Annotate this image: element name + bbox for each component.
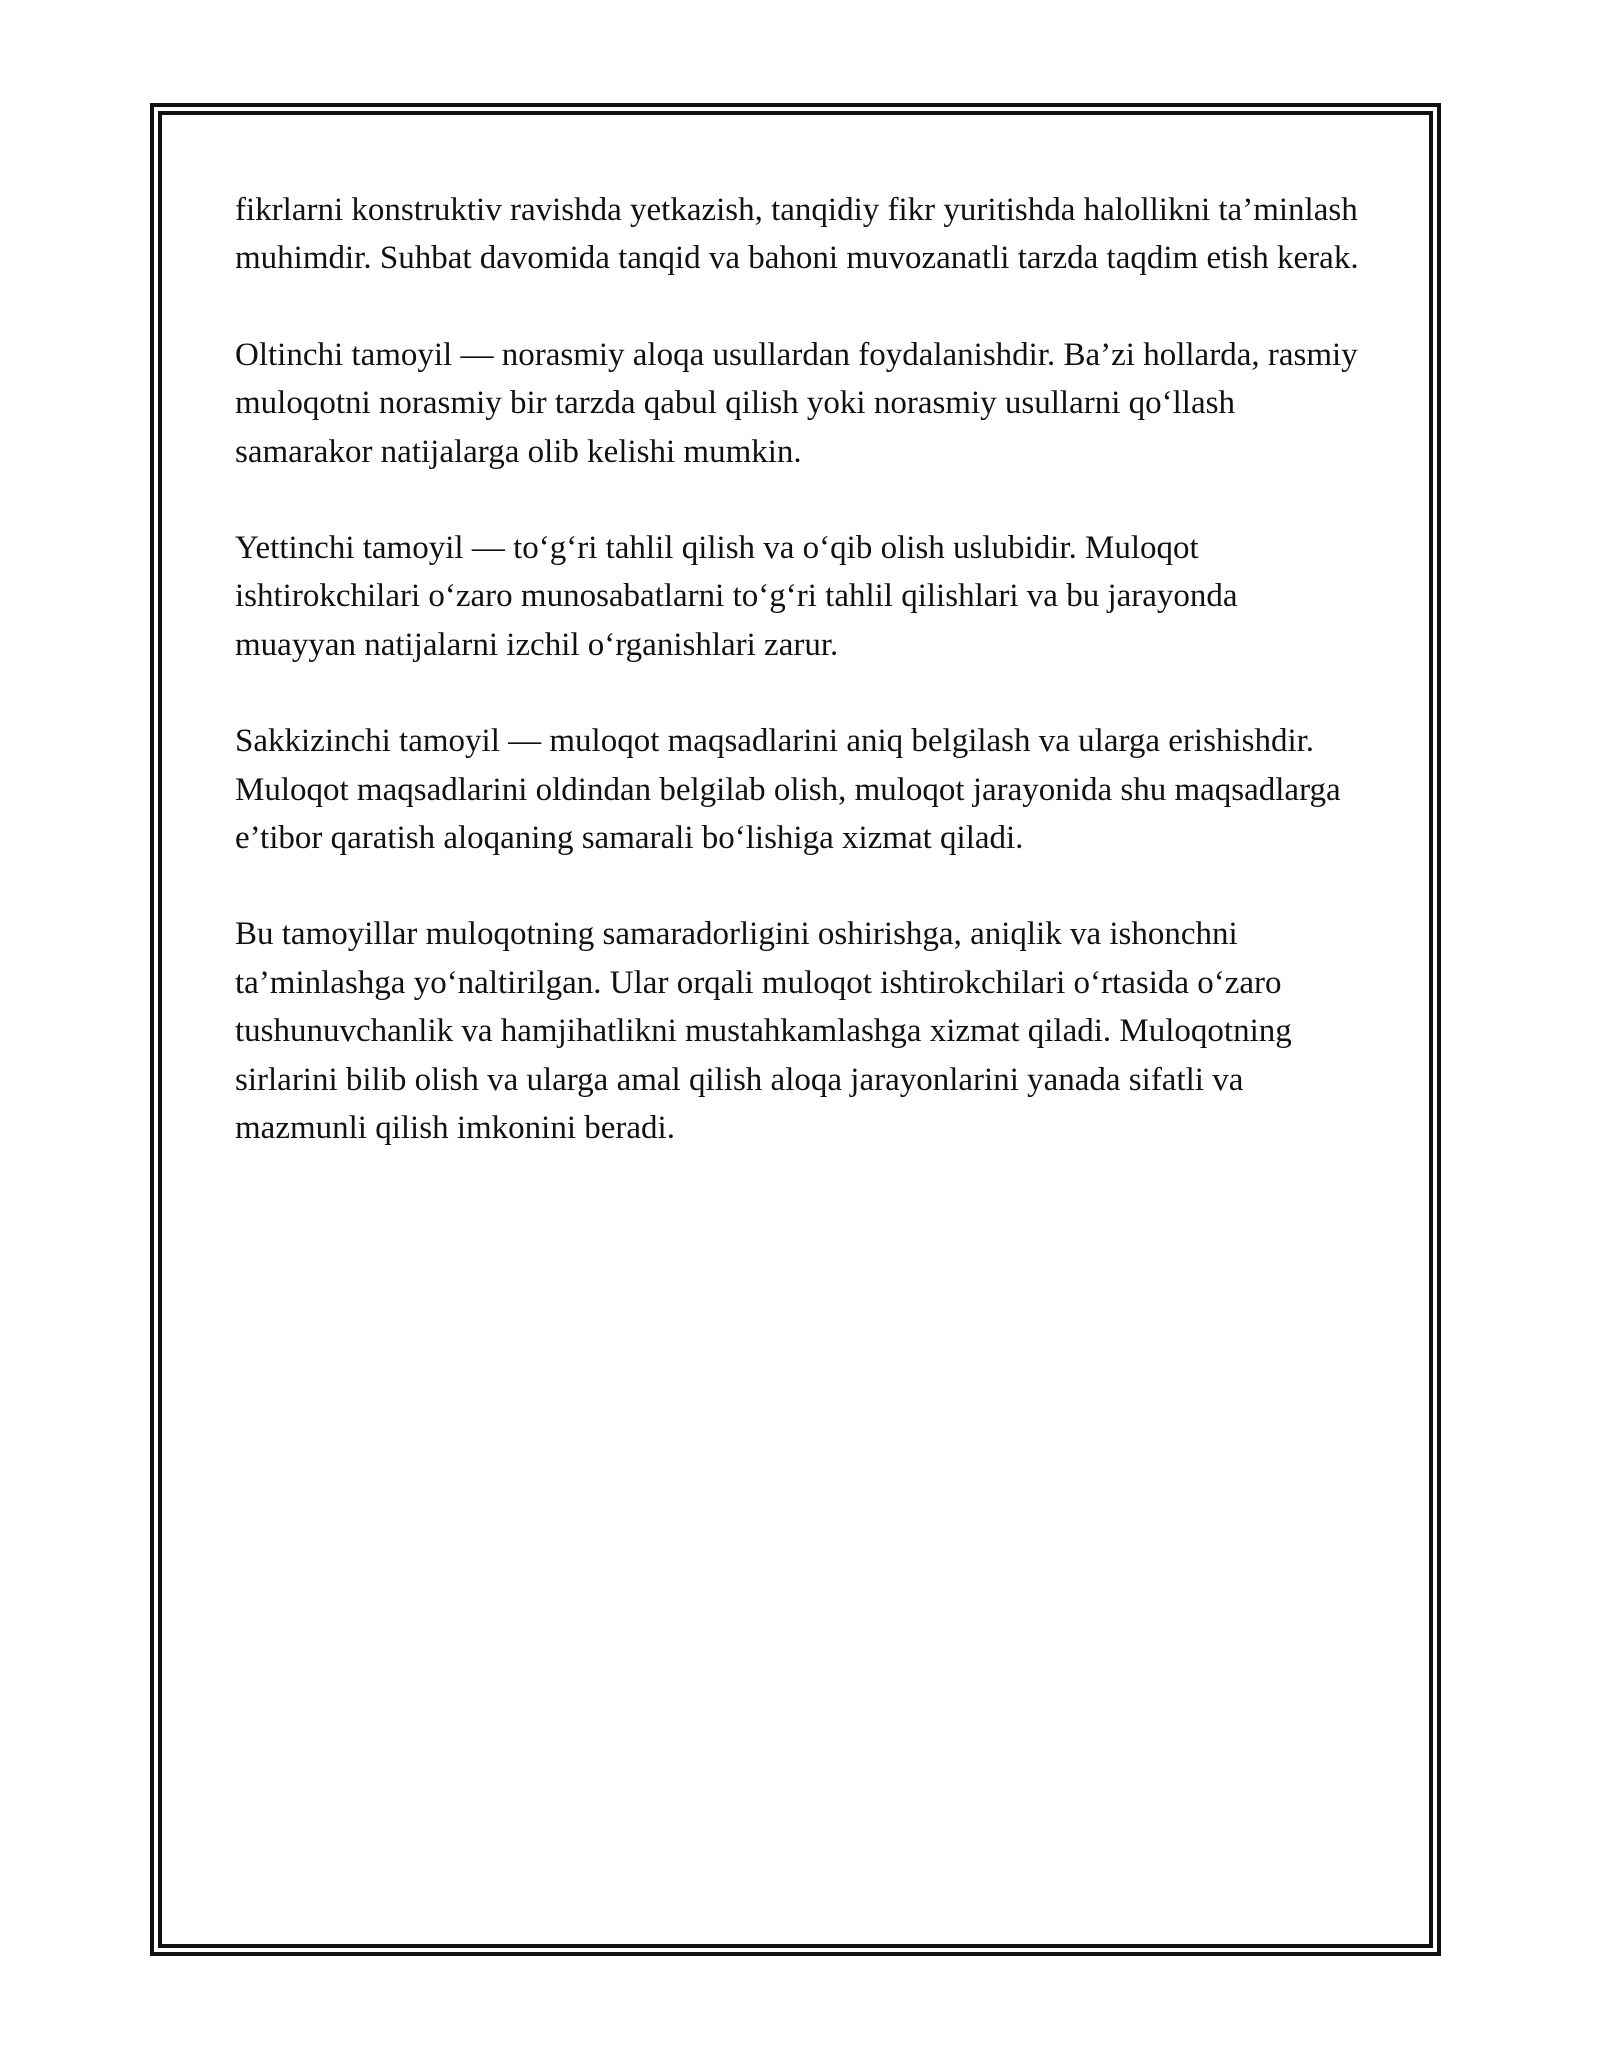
paragraph-criticism-balance: fikrlarni konstruktiv ravishda yetkazish, tanqidiy fikr yuritishda halollikni ta’minlash muhimdir. Suhbat davomida tanqid va bahoni muvozanatli tarzda taqdim etish kerak. [235,192,1359,277]
paragraph-conclusion: Bu tamoyillar muloqotning samaradorligini oshirishga, aniqlik va ishonchni ta’minlashga yo‘naltirilgan. Ular orqali muloqot ishtirokchilari o‘rtasida o‘zaro tushunuvchanlik va hamjihatlikni mustahkamlashga xizmat qiladi. Muloqotning sirlarini bilib olish va ularga amal qilish aloqa jarayonlarini yanada sifatli va mazmunli qilish imkonini beradi. [235,916,1292,1147]
document-body [235,186,1365,1201]
paragraph-sixth-principle: Oltinchi tamoyil — norasmiy aloqa usullardan foydalanishdir. Ba’zi hollarda, rasmiy muloqotni norasmiy bir tarzda qabul qilish yoki norasmiy usullarni qo‘llash samarakor natijalarga olib kelishi mumkin. [235,336,1358,470]
paragraph-eighth-principle: Sakkizinchi tamoyil — muloqot maqsadlarini aniq belgilash va ularga erishishdir. Muloqot maqsadlarini oldindan belgilab olish, muloqot jarayonida shu maqsadlarga e’tibor qaratish aloqaning samarali bo‘lishiga xizmat qiladi. [235,723,1341,857]
paragraph-seventh-principle: Yettinchi tamoyil — to‘g‘ri tahlil qilish va o‘qib olish uslubidir. Muloqot ishtirokchilari o‘zaro munosabatlarni to‘g‘ri tahlil qilishlari va bu jarayonda muayyan natijalarni izchil o‘rganishlari zarur. [235,530,1238,663]
